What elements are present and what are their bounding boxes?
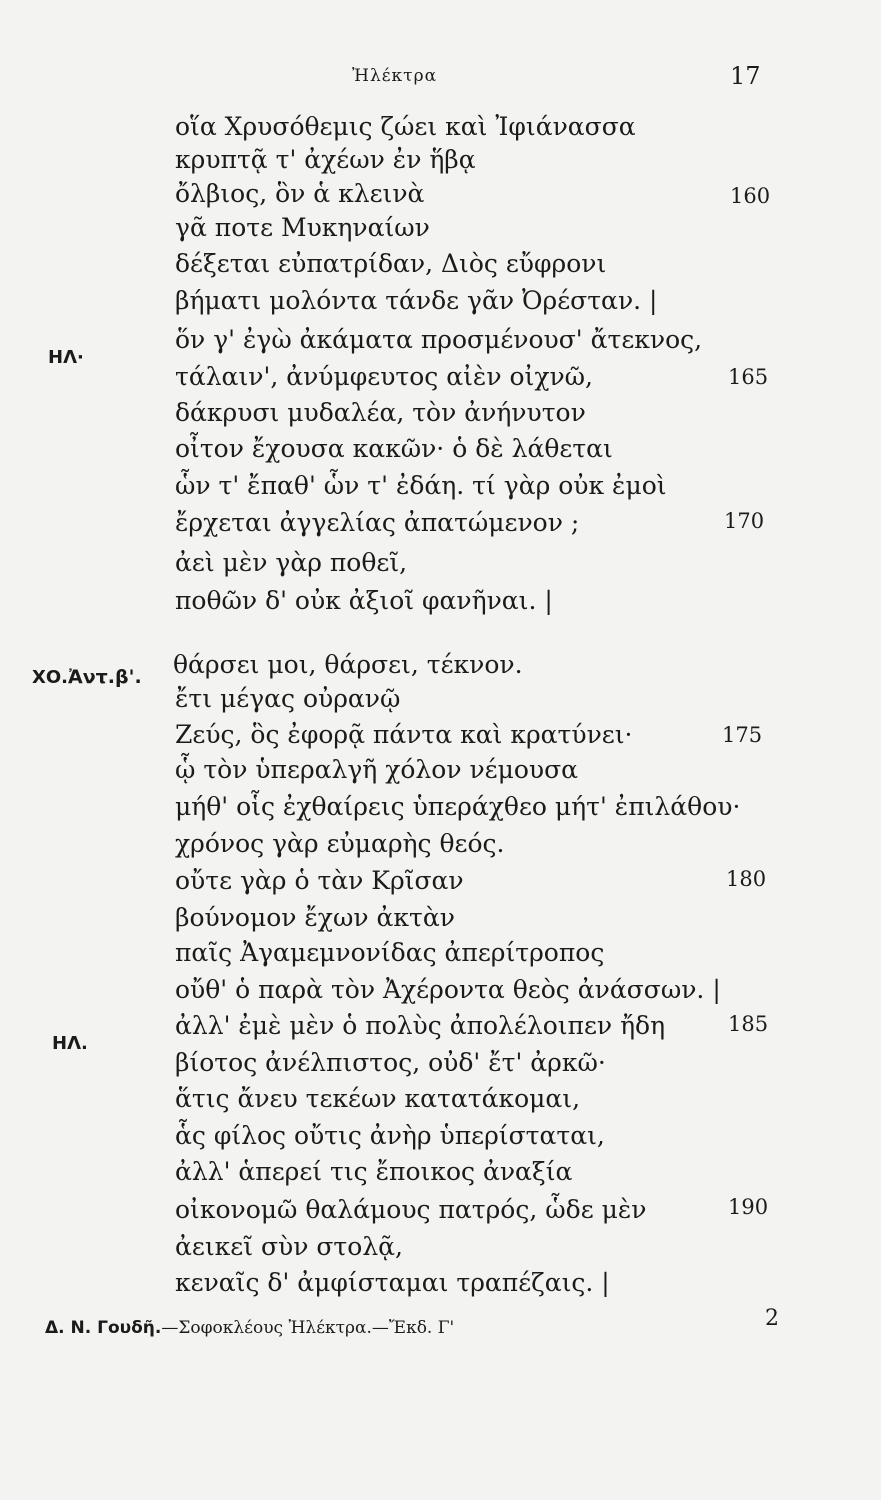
antistrophe-label: Ἀντ.β'. xyxy=(68,666,142,688)
verse-line: ἔρχεται ἀγγελίας ἀπατώμενον ; xyxy=(175,508,580,537)
verse-line: κεναῖς δ' ἀμφίσταμαι τραπέζαις. | xyxy=(175,1268,610,1297)
verse-line: οἶτον ἔχουσα κακῶν· ὁ δὲ λάθεται xyxy=(175,434,613,463)
verse-line: κρυπτᾷ τ' ἀχέων ἐν ἥβᾳ xyxy=(175,145,476,174)
verse-line: οἵα Χρυσόθεμις ζώει καὶ Ἰφιάνασσα xyxy=(175,112,636,141)
verse-line: θάρσει μοι, θάρσει, τέκνον. xyxy=(173,650,523,679)
line-number: 180 xyxy=(726,867,767,891)
speaker-label-electra-2: ΗΛ. xyxy=(52,1033,88,1054)
running-header-title: Ἠλέκτρα xyxy=(352,66,438,86)
line-number: 185 xyxy=(728,1012,769,1036)
signature-mark: 2 xyxy=(765,1306,779,1331)
speaker-label-chorus xyxy=(32,662,142,693)
verse-line: χρόνος γὰρ εὐμαρὴς θεός. xyxy=(175,829,505,858)
verse-line: οὔθ' ὁ παρὰ τὸν Ἀχέροντα θεὸς ἀνάσσων. | xyxy=(175,975,721,1004)
page-number: 17 xyxy=(730,62,761,90)
verse-line: βίοτος ἀνέλπιστος, οὐδ' ἔτ' ἀρκῶ· xyxy=(175,1048,606,1077)
verse-line: δέξεται εὐπατρίδαν, Διὸς εὔφρονι xyxy=(175,249,607,278)
verse-line: δάκρυσι μυδαλέα, τὸν ἀνήνυτον xyxy=(175,398,586,427)
verse-line: ᾧ τὸν ὑπεραλγῆ χόλον νέμουσα xyxy=(175,755,579,784)
verse-line: ἇς φίλος οὔτις ἀνὴρ ὑπερίσταται, xyxy=(175,1121,605,1150)
verse-line: γᾶ ποτε Μυκηναίων xyxy=(175,213,430,242)
line-number: 165 xyxy=(728,365,769,389)
verse-line: ἀλλ' ἁπερεί τις ἔποικος ἀναξία xyxy=(175,1157,573,1186)
speaker-label-chorus-name: ΧΟ. xyxy=(32,667,69,688)
verse-line: ἀεὶ μὲν γὰρ ποθεῖ, xyxy=(175,548,408,577)
verse-line: ἔτι μέγας οὐρανῷ xyxy=(175,684,401,713)
verse-line: μήθ' οἷς ἐχθαίρεις ὑπεράχθεο μήτ' ἐπιλάθου· xyxy=(175,792,741,821)
verse-line: βούνομον ἔχων ἀκτὰν xyxy=(175,903,455,932)
verse-line: ποθῶν δ' οὐκ ἀξιοῖ φανῆναι. | xyxy=(175,586,553,615)
line-number: 160 xyxy=(730,184,771,208)
verse-line: ὧν τ' ἔπαθ' ὧν τ' ἐδάη. τί γὰρ οὐκ ἐμοὶ xyxy=(175,471,667,500)
verse-line: ὄλβιος, ὃν ἁ κλεινὰ xyxy=(175,179,425,208)
speaker-label-electra: ΗΛ· xyxy=(48,347,84,368)
verse-line: βήματι μολόντα τάνδε γᾶν Ὀρέσταν. | xyxy=(175,286,658,315)
verse-line: ἀεικεῖ σὺν στολᾷ, xyxy=(175,1232,403,1261)
footer-title: —Σοφοκλέους Ἠλέκτρα.—Ἔκδ. Γ' xyxy=(161,1318,455,1338)
verse-line: τάλαιν', ἀνύμφευτος αἰὲν οἰχνῶ, xyxy=(175,362,593,391)
verse-line: παῖς Ἀγαμεμνονίδας ἀπερίτροπος xyxy=(175,938,605,967)
verse-line: οἰκονομῶ θαλάμους πατρός, ὧδε μὲν xyxy=(175,1195,647,1224)
footer-author: Δ. Ν. Γουδῆ. xyxy=(45,1318,162,1338)
verse-line: Ζεύς, ὃς ἐφορᾷ πάντα καὶ κρατύνει· xyxy=(175,720,633,749)
verse-line: οὔτε γὰρ ὁ τὰν Κρῖσαν xyxy=(175,866,464,895)
line-number: 170 xyxy=(724,509,765,533)
verse-line: ὅν γ' ἐγὼ ἀκάματα προσμένουσ' ἄτεκνος, xyxy=(175,325,703,354)
verse-line: ἀλλ' ἐμὲ μὲν ὁ πολὺς ἀπολέλοιπεν ἤδη xyxy=(175,1011,666,1040)
footer-imprint xyxy=(45,1318,454,1338)
line-number: 175 xyxy=(722,723,763,747)
verse-line: ἅτις ἄνευ τεκέων κατατάκομαι, xyxy=(175,1084,581,1113)
line-number: 190 xyxy=(728,1195,769,1219)
